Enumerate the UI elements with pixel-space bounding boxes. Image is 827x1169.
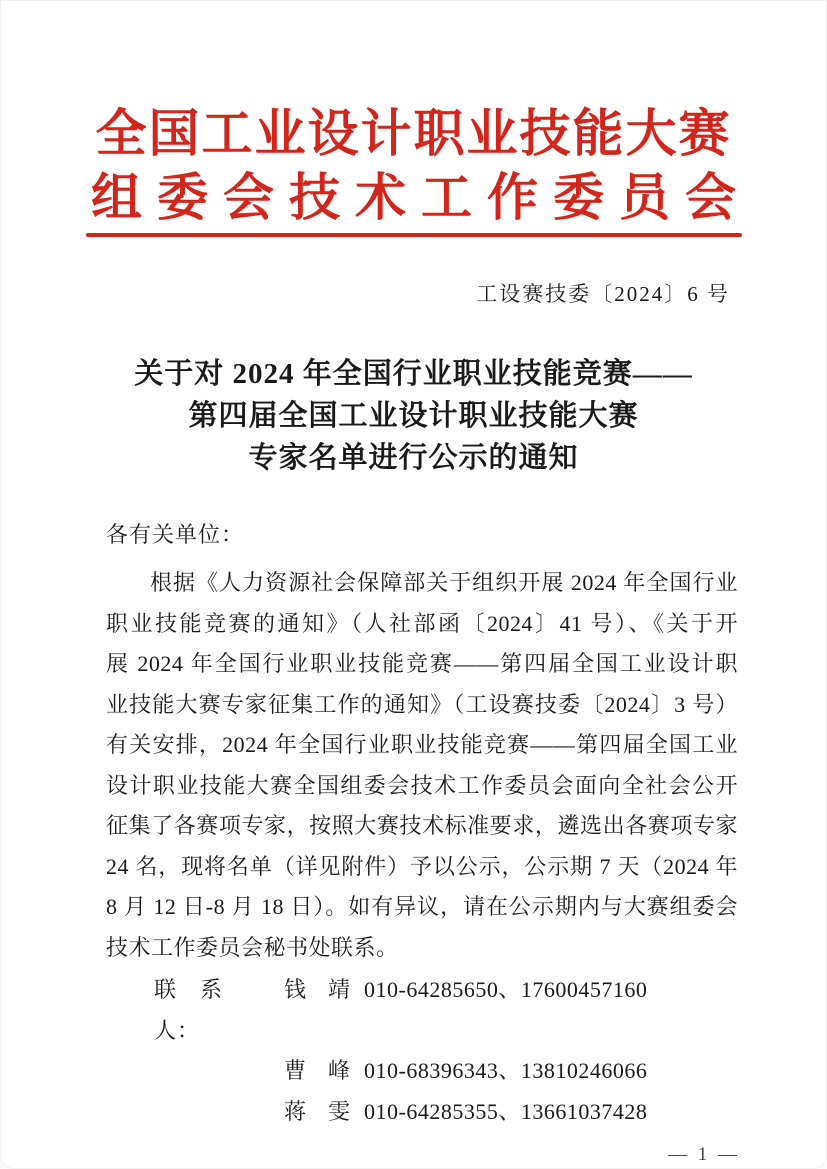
contact-name: 蒋 雯 <box>284 1098 351 1124</box>
paragraph-line: 展 2024 年全国行业职业技能竞赛——第四届全国工业设计职 <box>106 651 738 676</box>
contact-label: 联 系 人： <box>154 977 247 1043</box>
paragraph-line: 8 月 12 日-8 月 18 日）。如有异议，请在公示期内与大赛组委会 <box>106 894 738 919</box>
page-number: — 1 — <box>668 1144 740 1165</box>
paragraph-line: 有关安排，2024 年全国行业职业技能竞赛——第四届全国工业 <box>106 732 738 757</box>
document-number: 工设赛技委〔2024〕6 号 <box>476 282 730 306</box>
letterhead-line1: 全国工业设计职业技能大赛 <box>95 107 732 163</box>
paragraph-line: 设计职业技能大赛全国组委会技术工作委员会面向全社会公开 <box>106 772 738 798</box>
contact-name: 钱 靖 <box>284 977 351 1002</box>
paragraph-line: 职业技能竞赛的通知》（人社部函〔2024〕41 号）、《关于开 <box>106 610 738 636</box>
paragraph-line: 24 名，现将名单（详见附件）予以公示，公示期 7 天（2024 年 <box>106 853 738 879</box>
paragraph-line: 业技能大赛专家征集工作的通知》（工设赛技委〔2024〕3 号） <box>106 691 738 717</box>
contact-list <box>106 970 738 1132</box>
contact-phones: 010-64285650、17600457160 <box>364 977 648 1002</box>
salutation: 各有关单位： <box>106 522 245 547</box>
contact-label-spacer <box>154 1051 284 1092</box>
contact-name: 曹 峰 <box>284 1058 351 1083</box>
letterhead <box>1 1 826 231</box>
main-paragraph <box>106 563 738 968</box>
title-line-2: 第四届全国工业设计职业技能大赛 <box>188 400 639 432</box>
document-body <box>1 517 826 1132</box>
contact-phones: 010-68396343、13810246066 <box>364 1058 648 1083</box>
contact-row <box>106 970 738 1051</box>
document-title <box>1 353 826 479</box>
contact-phones: 010-64285355、13661037428 <box>364 1098 648 1124</box>
contact-row <box>106 1092 738 1133</box>
contact-label-spacer <box>154 1092 284 1133</box>
paragraph-line: 技术工作委员会秘书处联系。 <box>106 934 399 960</box>
title-line-1: 关于对 2024 年全国行业职业技能竞赛—— <box>134 358 693 390</box>
paragraph-line: 根据《人力资源社会保障部关于组织开展 2024 年全国行业 <box>150 570 738 595</box>
red-divider-rule <box>86 233 742 237</box>
paragraph-line: 征集了各赛项专家，按照大赛技术标准要求，遴选出各赛项专家 <box>106 813 738 838</box>
letterhead-line2: 组委会技术工作委员会 <box>90 171 751 227</box>
title-line-3: 专家名单进行公示的通知 <box>248 442 579 474</box>
contact-row <box>106 1051 738 1092</box>
